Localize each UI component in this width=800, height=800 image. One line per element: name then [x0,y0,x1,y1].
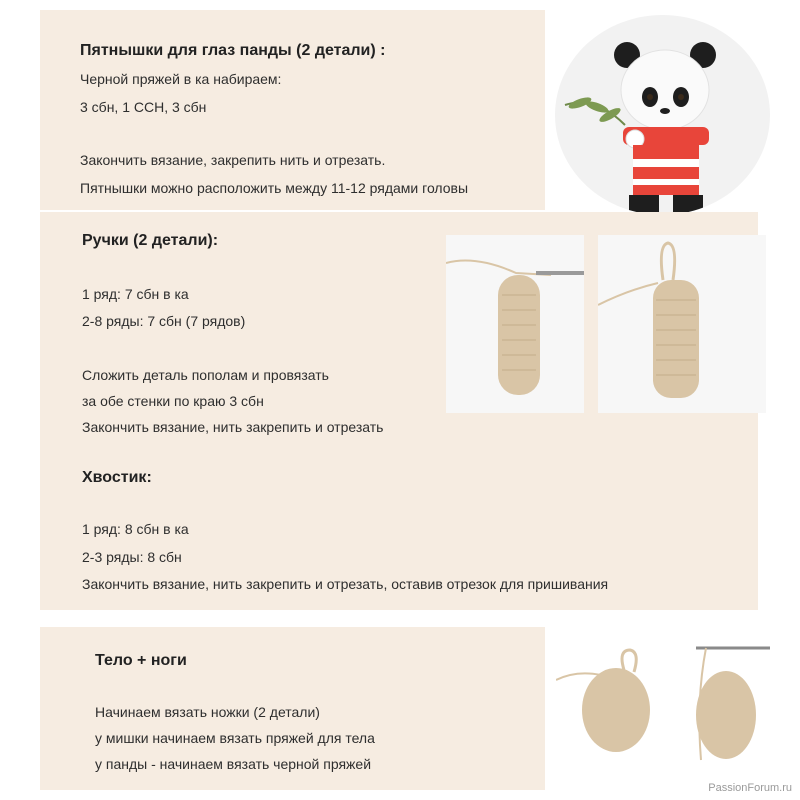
arms-line-2: 2-8 ряды: 7 сбн (7 рядов) [82,313,246,329]
panda-illustration [555,15,770,215]
eyes-line-1: Черной пряжей в ка набираем: [80,71,282,87]
body-title: Тело + ноги [95,652,187,669]
tail-title: Хвостик: [82,469,152,486]
arms-title: Ручки (2 детали): [82,232,219,249]
eyes-line-4: Пятнышки можно расположить между 11-12 рядами головы [80,180,469,196]
watermark: PassionForum.ru [708,782,792,794]
eyes-line-2: 3 сбн, 1 ССН, 3 сбн [80,99,207,115]
arm-photo-2 [598,235,766,413]
legs-photo [556,640,770,780]
arm-illustration-2 [598,235,766,413]
arms-line-5: Закончить вязание, нить закрепить и отрезать [82,419,384,435]
arms-line-4: за обе стенки по краю 3 сбн [82,393,264,409]
arm-illustration-1 [446,235,584,413]
arms-line-3: Сложить деталь пополам и провязать [82,367,329,383]
tail-line-1: 1 ряд: 8 сбн в ка [82,521,189,537]
legs-illustration [556,640,770,780]
tail-line-3: Закончить вязание, нить закрепить и отрезать, оставив отрезок для пришивания [82,576,609,592]
body-line-3: у панды - начинаем вязать черной пряжей [95,756,372,772]
eyes-line-3: Закончить вязание, закрепить нить и отрезать. [80,152,386,168]
arm-photo-1 [446,235,584,413]
eyes-title: Пятнышки для глаз панды (2 детали) : [80,42,386,59]
panda-toy-photo [555,15,770,215]
body-line-2: у мишки начинаем вязать пряжей для тела [95,730,375,746]
body-line-1: Начинаем вязать ножки (2 детали) [95,704,320,720]
arms-line-1: 1 ряд: 7 сбн в ка [82,286,189,302]
tail-line-2: 2-3 ряды: 8 сбн [82,549,182,565]
